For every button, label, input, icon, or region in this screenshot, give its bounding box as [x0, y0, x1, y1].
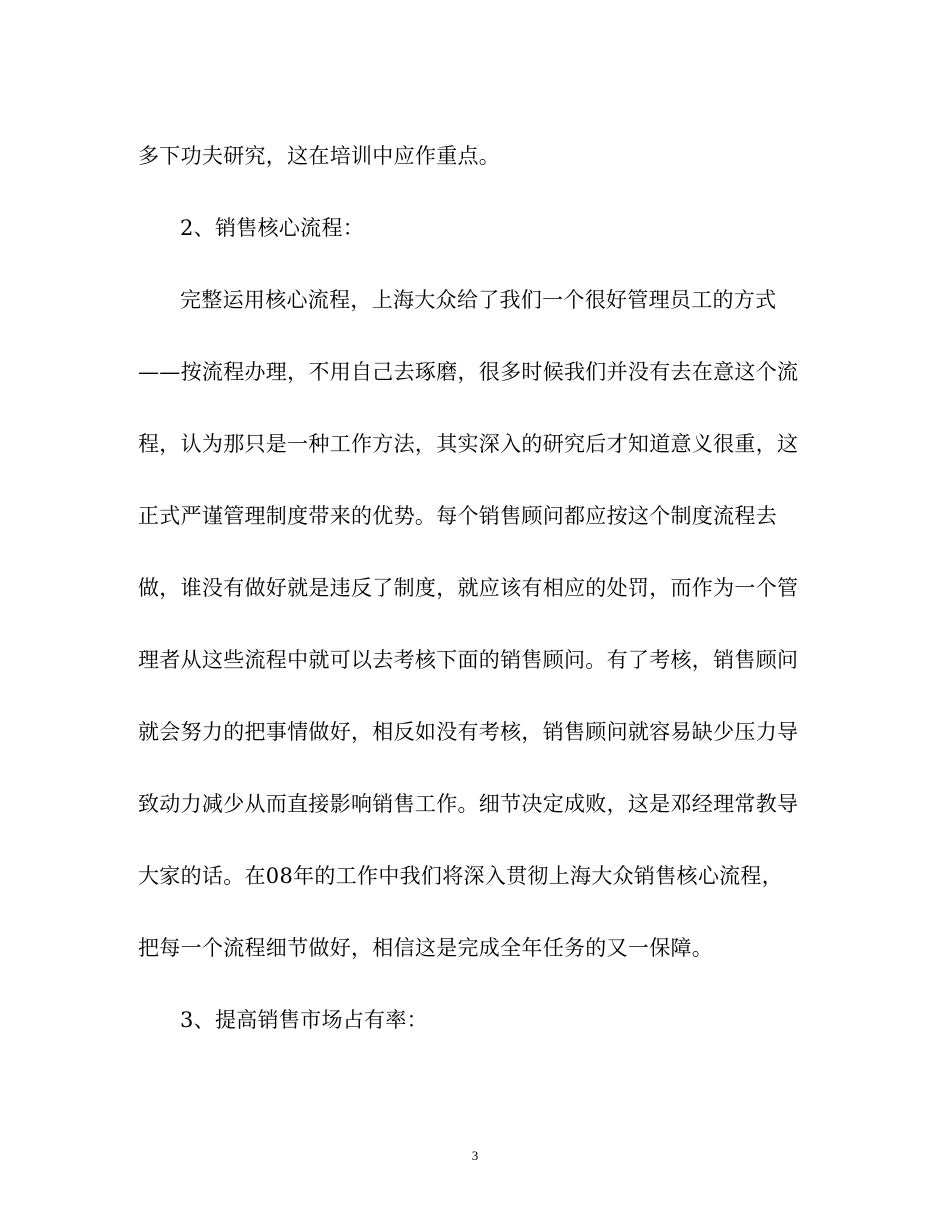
- body-text-line: 就会努力的把事情做好，相反如没有考核，销售顾问就容易缺少压力导: [138, 720, 799, 744]
- body-text-line: 完整运用核心流程，上海大众给了我们一个很好管理员工的方式: [180, 288, 777, 312]
- section-heading: 3、提高销售市场占有率：: [180, 1008, 428, 1032]
- page-number: 3: [471, 1148, 479, 1163]
- body-text-line: 做，谁没有做好就是违反了制度，就应该有相应的处罚，而作为一个管: [138, 576, 799, 600]
- body-text-line: 多下功夫研究，这在培训中应作重点。: [138, 144, 501, 168]
- body-text-line: 正式严谨管理制度带来的优势。每个销售顾问都应按这个制度流程去: [138, 504, 777, 528]
- body-text-line: 程，认为那只是一种工作方法，其实深入的研究后才知道意义很重，这: [138, 432, 799, 456]
- section-heading: 2、销售核心流程：: [180, 216, 365, 240]
- body-text-line: 理者从这些流程中就可以去考核下面的销售顾问。有了考核，销售顾问: [138, 648, 799, 672]
- body-text-line: 致动力减少从而直接影响销售工作。细节决定成败，这是邓经理常教导: [138, 792, 799, 816]
- body-text-line: 大家的话。在08年的工作中我们将深入贯彻上海大众销售核心流程，: [138, 864, 784, 888]
- body-text-line: ——按流程办理，不用自己去琢磨，很多时候我们并没有去在意这个流: [138, 360, 799, 384]
- body-text-line: 把每一个流程细节做好，相信这是完成全年任务的又一保障。: [138, 936, 714, 960]
